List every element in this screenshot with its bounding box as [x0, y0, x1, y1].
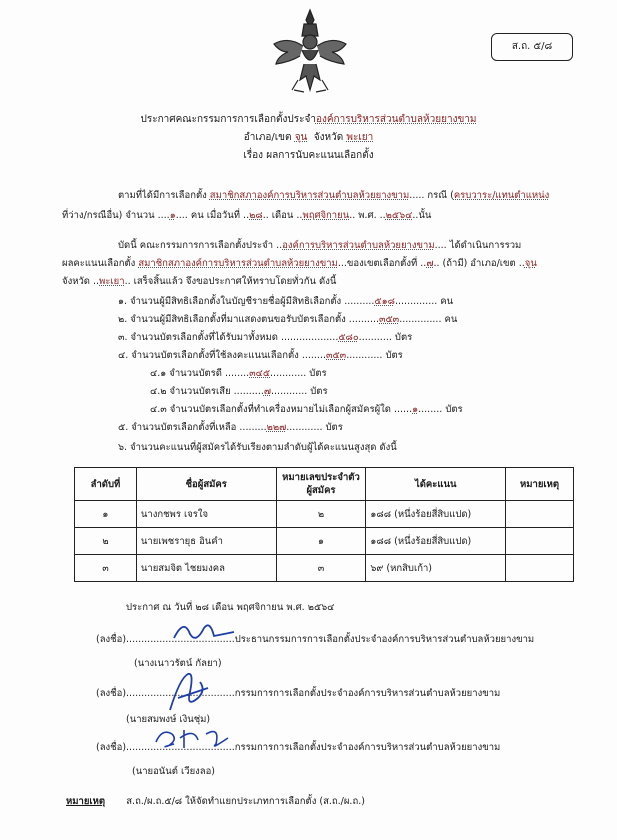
signature-line-3: (ลงชื่อ)....................................กรรมการการเลือกตั้งประจำองค์การบริหารส่วนตำบลห้วยยางขาม: [96, 742, 501, 753]
para1-line2: ที่ว่าง/กรณีอื่น) จำนวน ....๑.... คน เมื่อวันที่ ..๒๘.. เดือน ..พฤศจิกายน.. พ.ศ. ..๒๕๖๔..นั้น: [62, 210, 432, 221]
province-fill: พะเยา: [346, 132, 374, 143]
footnote: [66, 794, 365, 809]
item-5: ๕. จำนวนบัตรเลือกตั้งที่เหลือ .........๒๒๗............ บัตร: [118, 422, 343, 433]
cell-no: ๒: [75, 528, 137, 555]
handwritten-signature-2: [160, 668, 220, 716]
item-3: ๓. จำนวนบัตรเลือกตั้งที่ได้รับมาทั้งหมด ...................๕๘๐........... บัตร: [118, 332, 413, 343]
footnote-label: หมายเหตุ: [66, 796, 106, 807]
col-header-name: ชื่อผู้สมัคร: [136, 468, 276, 501]
signature-line-2: (ลงชื่อ)....................................กรรมการการเลือกตั้งประจำองค์การบริหารส่วนตำบลห้วยยางขาม: [96, 688, 501, 699]
item-2: ๒. จำนวนผู้มีสิทธิเลือกตั้งที่มาแสดงตนขอรับบัตรเลือกตั้ง ..........๓๕๓.............. คน: [118, 314, 458, 325]
cell-number: ๓: [276, 555, 366, 582]
org-name-fill: องค์การบริหารส่วนตำบลห้วยยางขาม: [315, 114, 477, 125]
table-row: [75, 501, 574, 528]
cell-name: นางกชพร เจรใจ: [136, 501, 276, 528]
table-row: [75, 555, 574, 582]
announcement-date: ประกาศ ณ วันที่ ๒๘ เดือน พฤศจิกายน พ.ศ. ๒๕๖๔: [126, 602, 335, 613]
results-table: [74, 467, 574, 582]
cell-no: ๓: [75, 555, 137, 582]
handwritten-signature-1: [170, 616, 240, 646]
cell-note: [506, 528, 574, 555]
garuda-emblem: [268, 6, 352, 98]
cell-note: [506, 501, 574, 528]
col-header-score: ได้คะแนน: [366, 468, 506, 501]
signer-name-3: (นายอนันต์ เวียงลอ): [132, 766, 216, 777]
location-line: อำเภอ/เขต จุน จังหวัด พะเยา: [243, 132, 374, 143]
col-header-no: ลำดับที่: [75, 468, 137, 501]
signer-name-2: (นายสมพงษ์ เงินชุ่ม): [126, 714, 211, 725]
cell-number: ๑: [276, 528, 366, 555]
handwritten-signature-3: [150, 724, 240, 754]
cell-name: นายสมจิต ไชยมงคล: [136, 555, 276, 582]
footnote-text: ส.ถ./ผ.ถ.๕/๘ ให้จัดทำแยกประเภทการเลือกตั้ง (ส.ถ./ผ.ถ.): [126, 796, 365, 807]
para1-line1: ตามที่ได้มีการเลือกตั้ง สมาชิกสภาองค์การบริหารส่วนตำบลห้วยยางขาม..... กรณี (ครบวาระ/แทนตำแหน่ง: [118, 190, 550, 201]
form-code-box: ส.ถ. ๕/๘: [491, 33, 573, 61]
cell-no: ๑: [75, 501, 137, 528]
item-1: ๑. จำนวนผู้มีสิทธิเลือกตั้งในบัญชีรายชื่อผู้มีสิทธิเลือกตั้ง ..........๕๑๘.............. คน: [118, 296, 454, 307]
cell-score: ๑๘๘ (หนึ่งร้อยสี่สิบแปด): [366, 501, 506, 528]
item-4-1: ๔.๑ จำนวนบัตรดี ........๓๔๕............ บัตร: [150, 368, 327, 379]
cell-score: ๑๘๘ (หนึ่งร้อยสี่สิบแปด): [366, 528, 506, 555]
col-header-number: หมายเลขประจำตัว ผู้สมัคร: [276, 468, 366, 501]
district-fill: จุน: [294, 132, 308, 143]
table-row: [75, 528, 574, 555]
announcement-title: ประกาศคณะกรรมการการเลือกตั้งประจำองค์การบริหารส่วนตำบลห้วยยางขาม: [140, 114, 477, 125]
item-6: ๖. จำนวนคะแนนที่ผู้สมัครได้รับเรียงตามลำดับผู้ได้คะแนนสูงสุด ดังนี้: [118, 442, 397, 453]
para2-line1: บัดนี้ คณะกรรมการการเลือกตั้งประจำ ..องค์การบริหารส่วนตำบลห้วยยางขาม.... ได้ดำเนินการรวม: [118, 240, 522, 251]
cell-note: [506, 555, 574, 582]
table-header-row: [75, 468, 574, 501]
cell-score: ๖๙ (หกสิบเก้า): [366, 555, 506, 582]
signature-line-1: (ลงชื่อ)....................................ประธานกรรมการการเลือกตั้งประจำองค์การบริหารส่วนตำบลห้วยยางขาม: [96, 634, 535, 645]
item-4-2: ๔.๒ จำนวนบัตรเสีย ..........๗............ บัตร: [150, 386, 328, 397]
item-4: ๔. จำนวนบัตรเลือกตั้งที่ใช้ลงคะแนนเลือกตั้ง ........๓๕๓............ บัตร: [118, 350, 403, 361]
item-4-3: ๔.๓ จำนวนบัตรเลือกตั้งที่ทำเครื่องหมายไม่เลือกผู้สมัครผู้ใด ......๑........ บัตร: [150, 404, 463, 415]
para2-line2: ผลคะแนนเลือกตั้ง สมาชิกสภาองค์การบริหารส่วนตำบลห้วยยางขาม...ของเขตเลือกตั้งที่ ..๗.. (ถ้ามี) อำเภอ/เขต ..จุน: [62, 258, 537, 269]
signer-name-1: (นางเนาวรัตน์ กัลยา): [134, 658, 222, 669]
col-header-note: หมายเหตุ: [506, 468, 574, 501]
cell-number: ๒: [276, 501, 366, 528]
subject-line: เรื่อง ผลการนับคะแนนเลือกตั้ง: [243, 150, 374, 161]
cell-name: นายเพชรายุธ อินคำ: [136, 528, 276, 555]
para2-line3: จังหวัด ..พะเยา.. เสร็จสิ้นแล้ว จึงขอประกาศให้ทราบโดยทั่วกัน ดังนี้: [62, 276, 337, 287]
